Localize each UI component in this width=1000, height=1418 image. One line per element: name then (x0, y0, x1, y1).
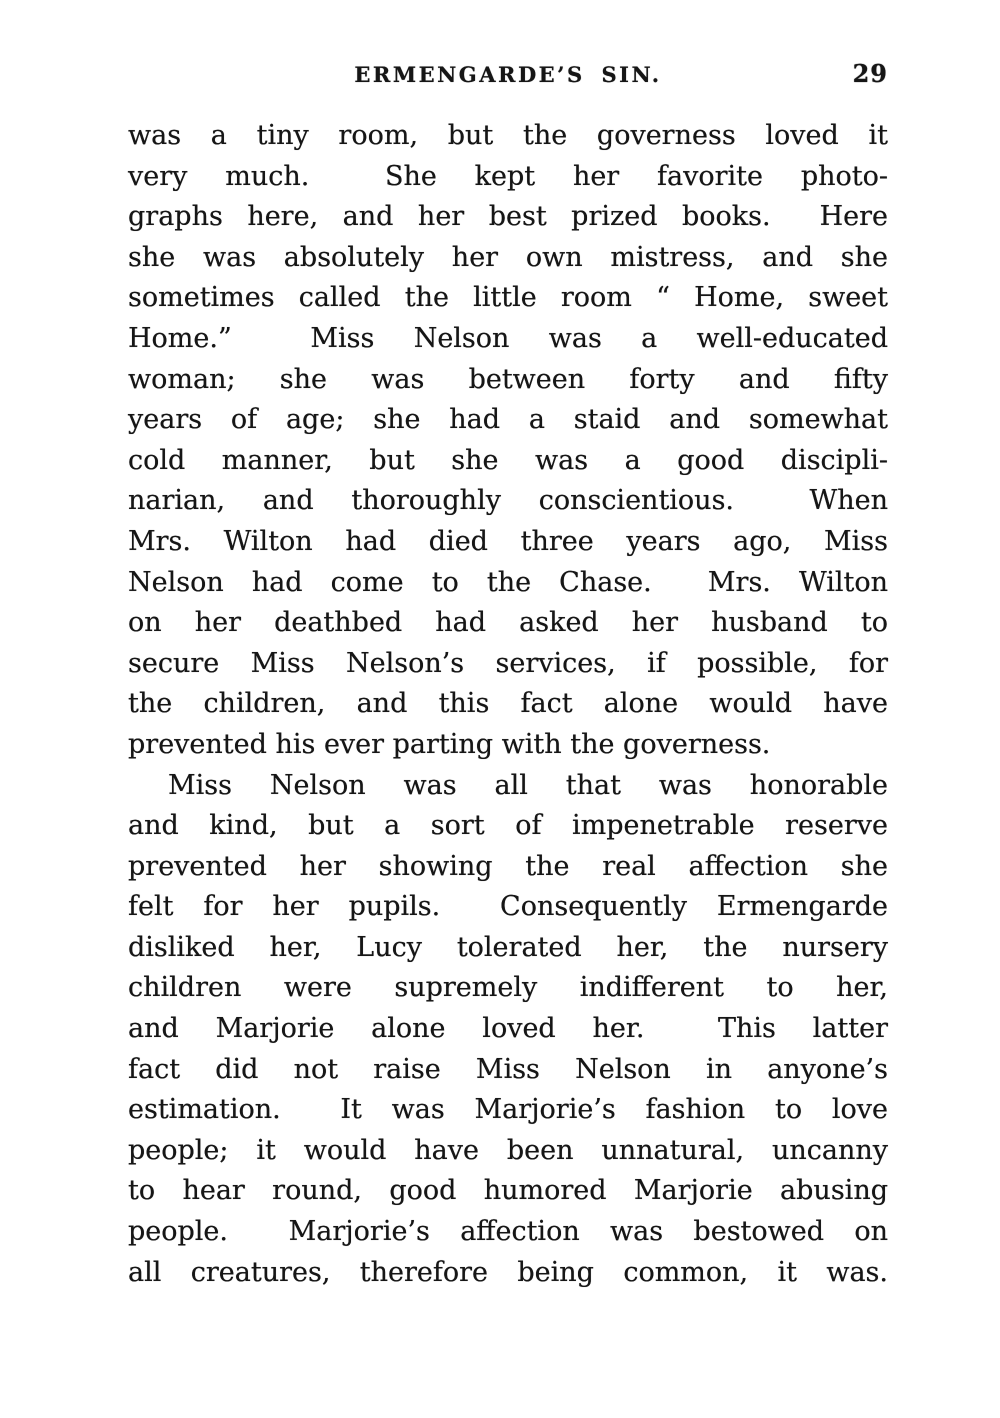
page-number: 29 (852, 59, 888, 88)
text-line: on her deathbed had asked her husband to (128, 607, 888, 639)
text-line: the children, and this fact alone would have (128, 688, 888, 720)
text-line: Mrs. Wilton had died three years ago, Miss (128, 525, 888, 557)
text-line: narian, and thoroughly conscientious. When (128, 485, 888, 517)
text-line: Home.” Miss Nelson was a well-educated (128, 322, 888, 354)
page-title: ERMENGARDE’S SIN. (354, 62, 662, 87)
running-head (128, 59, 888, 96)
text-line: was a tiny room, but the governess loved it (128, 120, 888, 151)
text-line: children were supremely indifferent to her, (128, 972, 888, 1004)
text-line: to hear round, good humored Marjorie abusing (128, 1175, 888, 1207)
text-line: people; it would have been unnatural, uncanny (128, 1134, 888, 1166)
text-line: she was absolutely her own mistress, and she (128, 241, 888, 273)
text-line: disliked her, Lucy tolerated her, the nursery (128, 931, 888, 963)
text-line: all creatures, therefore being common, it was. (128, 1256, 888, 1288)
text-line: sometimes called the little room “ Home, sweet (128, 282, 888, 314)
text-line: woman; she was between forty and fifty (128, 363, 888, 395)
text-line: and kind, but a sort of impenetrable reserve (128, 810, 888, 842)
text-line: fact did not raise Miss Nelson in anyone’s (128, 1053, 888, 1085)
text-line: prevented her showing the real affection she (128, 850, 888, 882)
text-line: people. Marjorie’s affection was bestowed on (128, 1216, 888, 1248)
text-line: cold manner, but she was a good discipli- (128, 444, 888, 476)
text-line: Miss Nelson was all that was honorable (168, 769, 888, 801)
text-line: prevented his ever parting with the governess. (128, 728, 771, 760)
text-line: felt for her pupils. Consequently Ermengarde (128, 891, 888, 923)
text-line: estimation. It was Marjorie’s fashion to love (128, 1094, 888, 1126)
text-line: graphs here, and her best prized books. Here (128, 201, 888, 233)
text-line: years of age; she had a staid and somewhat (128, 404, 888, 436)
text-block (128, 116, 888, 1293)
text-line: and Marjorie alone loved her. This latter (128, 1013, 888, 1045)
text-line: very much. She kept her favorite photo- (128, 160, 888, 192)
text-line: Nelson had come to the Chase. Mrs. Wilton (128, 566, 888, 598)
text-line: secure Miss Nelson’s services, if possible, for (128, 647, 888, 679)
